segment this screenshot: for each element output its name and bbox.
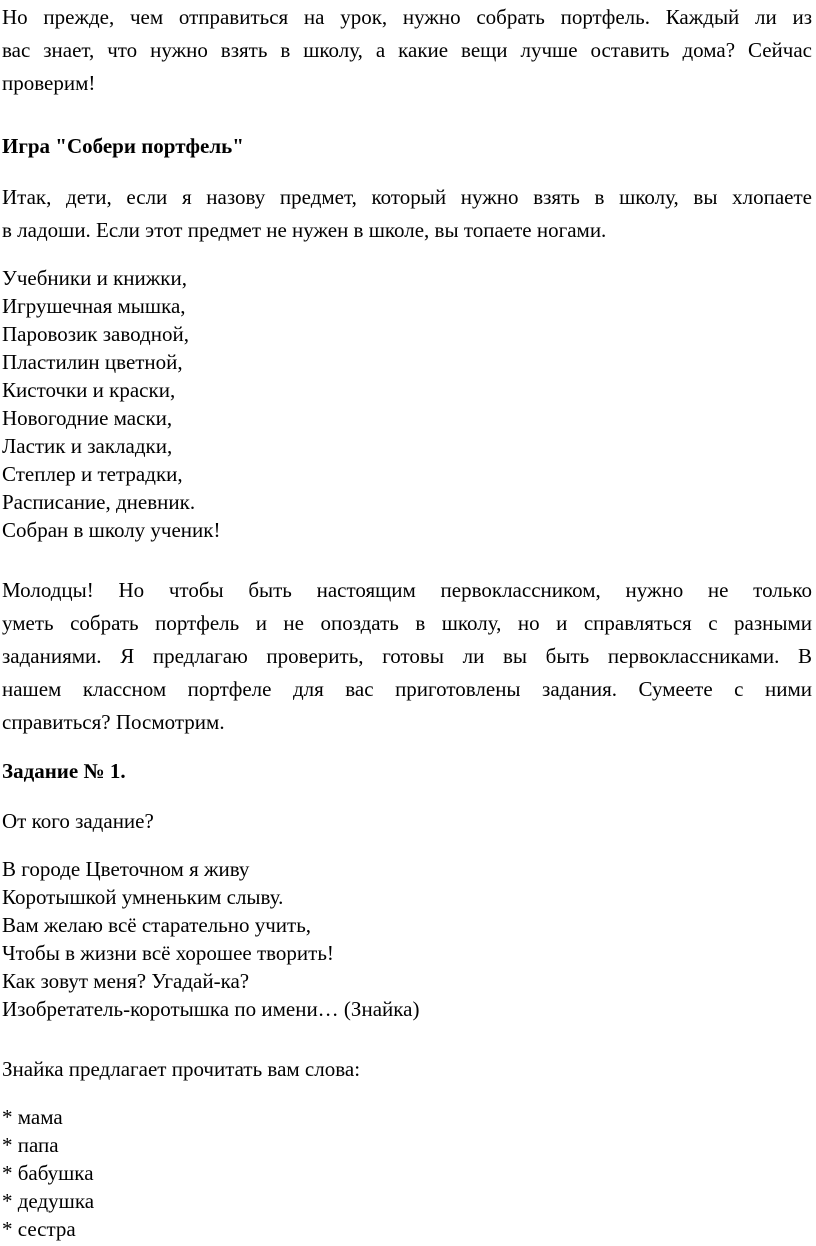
word-list-item: * дедушка [2, 1189, 95, 1213]
poem-line: Игрушечная мышка, [2, 294, 186, 318]
riddle-line: Как зовут меня? Угадай-ка? [2, 969, 250, 993]
riddle-line: Вам желаю всё старательно учить, [2, 913, 312, 937]
poem-line: Паровозик заводной, [2, 322, 189, 346]
word-list-item: * мама [2, 1105, 63, 1129]
word-list-item: * бабушка [2, 1161, 94, 1185]
riddle-line: Коротышкой умненьким слыву. [2, 885, 284, 909]
word-list-item: * сестра [2, 1217, 76, 1241]
game-heading: Игра "Собери портфель" [2, 134, 244, 158]
praise-line-3: заданиями. Я предлагаю проверить, готовы ли вы быть первоклассниками. В [2, 644, 812, 668]
poem-line: Пластилин цветной, [2, 350, 183, 374]
game-instructions-line-2: в ладоши. Если этот предмет не нужен в школе, вы топаете ногами. [2, 218, 607, 242]
praise-line-1: Молодцы! Но чтобы быть настоящим первоклассником, нужно не только [2, 578, 812, 602]
poem-line: Ластик и закладки, [2, 434, 173, 458]
poem-line: Учебники и книжки, [2, 266, 187, 290]
poem-line: Кисточки и краски, [2, 378, 176, 402]
praise-line-4: нашем классном портфеле для вас приготовлены задания. Сумеете с ними [2, 677, 812, 701]
poem-line: Новогодние маски, [2, 406, 173, 430]
poem-line: Степлер и тетрадки, [2, 462, 183, 486]
task1-question: От кого задание? [2, 809, 154, 833]
intro-line-2: вас знает, что нужно взять в школу, а какие вещи лучше оставить дома? Сейчас [2, 38, 812, 62]
riddle-line: В городе Цветочном я живу [2, 857, 250, 881]
riddle-line: Чтобы в жизни всё хорошее творить! [2, 941, 334, 965]
intro-line-3: проверим! [2, 71, 96, 95]
praise-line-2: уметь собрать портфель и не опоздать в школу, но и справляться с разными [2, 611, 812, 635]
praise-line-5: справиться? Посмотрим. [2, 710, 225, 734]
word-list-item: * папа [2, 1133, 59, 1157]
game-instructions-line-1: Итак, дети, если я назову предмет, который нужно взять в школу, вы хлопаете [2, 185, 812, 209]
riddle-line: Изобретатель-коротышка по имени… (Знайка) [2, 997, 420, 1021]
poem-line: Расписание, дневник. [2, 490, 196, 514]
poem-line: Собран в школу ученик! [2, 518, 221, 542]
intro-line-1: Но прежде, чем отправиться на урок, нужно собрать портфель. Каждый ли из [2, 5, 812, 29]
task1-offer: Знайка предлагает прочитать вам слова: [2, 1057, 361, 1081]
task1-heading: Задание № 1. [2, 759, 126, 783]
